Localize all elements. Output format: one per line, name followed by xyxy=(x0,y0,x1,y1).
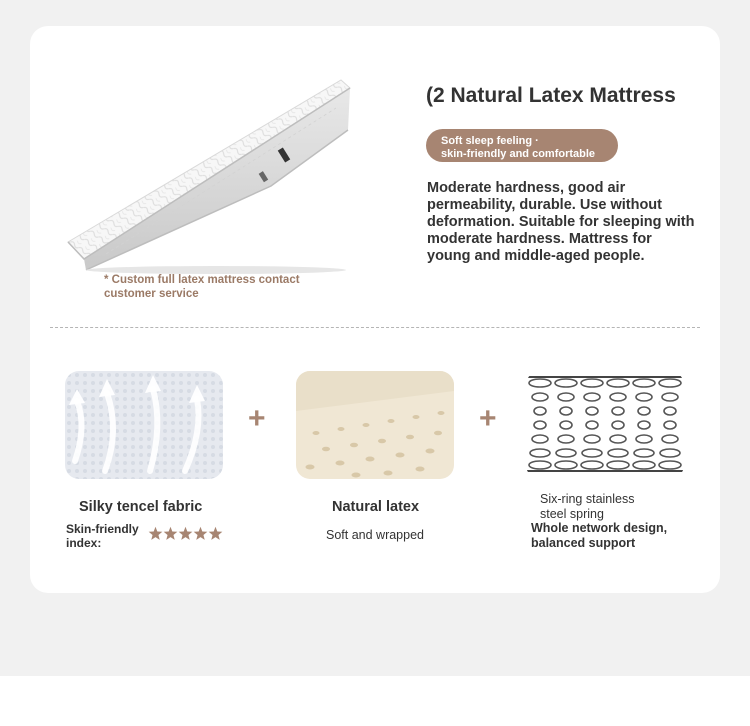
feature-title-spring-line-1: Six-ring stainless xyxy=(540,492,635,506)
feature-sub-latex: Soft and wrapped xyxy=(326,528,424,542)
bottom-band xyxy=(0,676,750,726)
rating-stars xyxy=(148,526,224,542)
feature-pill xyxy=(426,129,618,162)
dashed-divider xyxy=(50,327,700,328)
steel-spring-image xyxy=(526,371,684,479)
feature-title-latex: Natural latex xyxy=(332,499,420,515)
pill-line-2: skin-friendly and comfortable xyxy=(441,148,596,160)
star-icon xyxy=(209,527,223,540)
product-card xyxy=(30,26,720,593)
latex-image xyxy=(296,371,454,479)
feature-title-spring-line-2: steel spring xyxy=(540,507,604,521)
star-icon xyxy=(164,527,178,540)
tencel-fabric-image xyxy=(65,371,223,479)
star-icon xyxy=(149,527,163,540)
product-title: (2 Natural Latex Mattress xyxy=(426,84,676,107)
star-icon xyxy=(179,527,193,540)
product-description: Moderate hardness, good air permeability, durable. Use without deformation. Suitable for sleeping with moderate hardness. Mattress for young and middle-aged people. xyxy=(427,180,695,264)
custom-order-note: * Custom full latex mattress contact customer service xyxy=(104,274,300,300)
feature-sub-spring: Whole network design, balanced support xyxy=(531,521,668,550)
plus-icon: + xyxy=(248,402,266,435)
plus-icon: + xyxy=(479,402,497,435)
feature-title-tencel: Silky tencel fabric xyxy=(79,499,203,515)
skin-friendly-label: Skin-friendly index: xyxy=(66,522,139,550)
star-icon xyxy=(194,527,208,540)
pill-line-1: Soft sleep feeling · xyxy=(441,135,539,147)
mattress-image xyxy=(66,74,356,274)
